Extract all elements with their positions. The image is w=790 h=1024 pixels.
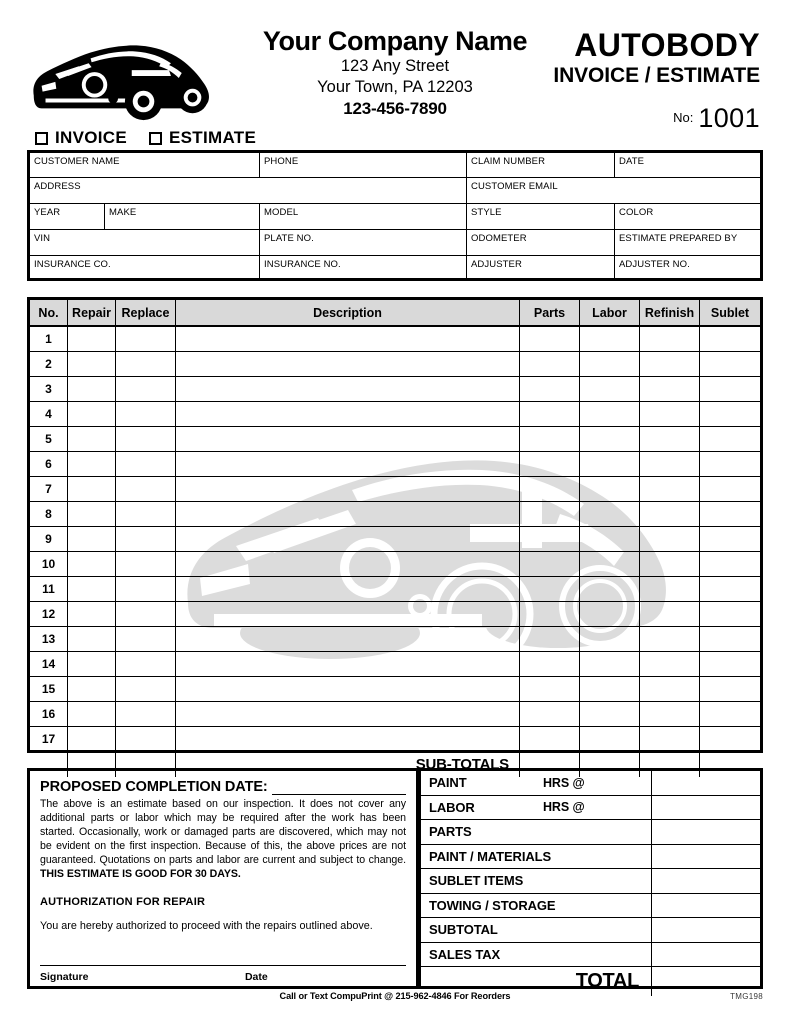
form-code: TMG198 [730, 992, 763, 1001]
cell-sublet[interactable] [700, 577, 760, 601]
cell-repair[interactable] [68, 577, 116, 601]
field-estimate-prepared-by[interactable]: ESTIMATE PREPARED BY [619, 233, 738, 244]
cell-refinish[interactable] [640, 477, 700, 501]
cell-description[interactable] [176, 502, 520, 526]
cell-parts[interactable] [520, 652, 580, 676]
row-number: 17 [30, 727, 68, 751]
document-number-label: No: [673, 110, 694, 126]
cell-parts[interactable] [520, 552, 580, 576]
totals-label-parts: PARTS [421, 820, 652, 844]
cell-labor[interactable] [580, 652, 640, 676]
cell-repair[interactable] [68, 627, 116, 651]
totals-row [421, 894, 760, 919]
table-row [30, 702, 760, 727]
column-header-no: No. [30, 300, 68, 325]
totals-label-towing-storage: TOWING / STORAGE [421, 894, 652, 918]
cell-repair[interactable] [68, 377, 116, 401]
cell-refinish[interactable] [640, 577, 700, 601]
row-number: 1 [30, 327, 68, 351]
totals-value-towing-storage[interactable] [652, 894, 760, 918]
cell-sublet[interactable] [700, 552, 760, 576]
column-header-repair: Repair [68, 300, 116, 325]
cell-refinish[interactable] [640, 727, 700, 751]
field-date[interactable]: DATE [619, 156, 645, 167]
field-customer-name[interactable]: CUSTOMER NAME [30, 153, 260, 178]
cell-sublet[interactable] [700, 377, 760, 401]
cell-sublet[interactable] [700, 502, 760, 526]
document-type-selector [35, 128, 256, 148]
table-row [30, 627, 760, 652]
customer-info-table [27, 150, 763, 281]
hours-rate-label-paint[interactable]: HRS @ [543, 775, 585, 790]
field-color[interactable]: COLOR [619, 207, 654, 218]
table-row [30, 477, 760, 502]
form-footer [27, 991, 763, 1007]
cell-labor[interactable] [580, 352, 640, 376]
cell-replace[interactable] [116, 427, 176, 451]
totals-row [421, 943, 760, 968]
cell-sublet[interactable] [700, 477, 760, 501]
cell-labor[interactable] [580, 402, 640, 426]
cell-sublet[interactable] [700, 602, 760, 626]
table-row [30, 352, 760, 377]
cell-replace[interactable] [116, 652, 176, 676]
cell-repair[interactable] [68, 602, 116, 626]
row-number: 3 [30, 377, 68, 401]
company-info [230, 27, 560, 119]
cell-refinish[interactable] [640, 327, 700, 351]
cell-repair[interactable] [68, 452, 116, 476]
cell-parts[interactable] [520, 452, 580, 476]
cell-refinish[interactable] [640, 502, 700, 526]
field-address[interactable]: ADDRESS [30, 178, 467, 204]
row-number: 13 [30, 627, 68, 651]
table-row [30, 652, 760, 677]
cell-replace[interactable] [116, 352, 176, 376]
cell-replace[interactable] [116, 527, 176, 551]
cell-refinish[interactable] [640, 652, 700, 676]
cell-replace[interactable] [116, 502, 176, 526]
cell-parts[interactable] [520, 477, 580, 501]
cell-replace[interactable] [116, 627, 176, 651]
customer-info-row [30, 178, 760, 204]
row-number: 2 [30, 352, 68, 376]
cell-refinish[interactable] [640, 427, 700, 451]
totals-label-subtotal: SUBTOTAL [421, 918, 652, 942]
table-row [30, 602, 760, 627]
row-number: 4 [30, 402, 68, 426]
cell-repair[interactable] [68, 552, 116, 576]
cell-description[interactable] [176, 352, 520, 376]
field-year[interactable]: YEAR [30, 204, 105, 230]
cell-parts[interactable] [520, 377, 580, 401]
cell-labor[interactable] [580, 627, 640, 651]
field-make[interactable]: MAKE [105, 204, 260, 230]
field-plate-no[interactable]: PLATE NO. [260, 230, 467, 256]
field-odometer[interactable]: ODOMETER [467, 230, 615, 256]
column-header-replace: Replace [116, 300, 176, 325]
field-vin[interactable]: VIN [30, 230, 260, 256]
cell-sublet[interactable] [700, 327, 760, 351]
disclaimer-body: The above is an estimate based on our inspection. It does not cover any additional parts or labor which may be required after the work has been started. Occasionally, work or damaged parts are discovered, which may not be evident on the first inspection. Because of this, the above prices are not guaranteed. Quotations on parts and labor are current and subject to change. [40, 798, 406, 866]
cell-sublet[interactable] [700, 627, 760, 651]
cell-parts[interactable] [520, 577, 580, 601]
cell-parts[interactable] [520, 702, 580, 726]
cell-replace[interactable] [116, 552, 176, 576]
authorization-text: You are hereby authorized to proceed with the repairs outlined above. [40, 919, 373, 932]
estimate-checkbox[interactable] [149, 132, 162, 145]
cell-refinish[interactable] [640, 602, 700, 626]
subtotal-cell-parts[interactable] [520, 752, 580, 777]
cell-description[interactable] [176, 427, 520, 451]
cell-replace[interactable] [116, 452, 176, 476]
estimate-checkbox-group[interactable] [149, 128, 256, 148]
totals-label-sales-tax: SALES TAX [421, 943, 652, 967]
table-row [30, 402, 760, 427]
cell-parts[interactable] [520, 327, 580, 351]
cell-repair[interactable] [68, 652, 116, 676]
document-number [520, 103, 760, 134]
signature-label: Signature [40, 971, 89, 983]
cell-parts[interactable] [520, 502, 580, 526]
cell-repair[interactable] [68, 427, 116, 451]
cell-labor[interactable] [580, 677, 640, 701]
totals-row [421, 820, 760, 845]
cell-description[interactable] [176, 452, 520, 476]
totals-row [421, 796, 760, 821]
row-number: 14 [30, 652, 68, 676]
cell-labor[interactable] [580, 727, 640, 751]
cell-parts[interactable] [520, 727, 580, 751]
column-header-sublet: Sublet [700, 300, 760, 325]
field-style[interactable]: STYLE [467, 204, 615, 230]
cell-refinish[interactable] [640, 377, 700, 401]
proposed-completion-date-input[interactable] [272, 781, 406, 795]
cell-replace[interactable] [116, 602, 176, 626]
cell-parts[interactable] [520, 427, 580, 451]
cell-description[interactable] [176, 377, 520, 401]
totals-value-parts[interactable] [652, 820, 760, 844]
row-number: 10 [30, 552, 68, 576]
table-row [30, 427, 760, 452]
totals-row [421, 869, 760, 894]
cell-description[interactable] [176, 552, 520, 576]
totals-value-subtotal[interactable] [652, 918, 760, 942]
table-row [30, 552, 760, 577]
cell-sublet[interactable] [700, 677, 760, 701]
table-row [30, 527, 760, 552]
subtotal-cell-refinish[interactable] [640, 752, 700, 777]
cell-repair[interactable] [68, 352, 116, 376]
hours-rate-label-labor[interactable]: HRS @ [543, 800, 585, 815]
subtotal-cell-repair [68, 752, 116, 777]
totals-value-paint-materials[interactable] [652, 845, 760, 869]
cell-sublet[interactable] [700, 402, 760, 426]
cell-sublet[interactable] [700, 452, 760, 476]
cell-description[interactable] [176, 627, 520, 651]
cell-parts[interactable] [520, 627, 580, 651]
cell-labor[interactable] [580, 327, 640, 351]
cell-labor[interactable] [580, 427, 640, 451]
column-header-parts: Parts [520, 300, 580, 325]
table-row [30, 677, 760, 702]
cell-description[interactable] [176, 677, 520, 701]
estimate-label: ESTIMATE [169, 128, 257, 147]
customer-info-row [30, 230, 760, 256]
row-number: 15 [30, 677, 68, 701]
cell-description[interactable] [176, 727, 520, 751]
cell-labor[interactable] [580, 452, 640, 476]
totals-value-sublet-items[interactable] [652, 869, 760, 893]
subtotal-cell-sublet[interactable] [700, 752, 760, 777]
proposed-completion-date-label: PROPOSED COMPLETION DATE: [40, 779, 268, 795]
cell-refinish[interactable] [640, 677, 700, 701]
field-adjuster[interactable]: ADJUSTER [467, 256, 615, 281]
invoice-checkbox[interactable] [35, 132, 48, 145]
row-number: 12 [30, 602, 68, 626]
cell-repair[interactable] [68, 677, 116, 701]
estimate-disclaimer [40, 798, 406, 882]
cell-description[interactable] [176, 702, 520, 726]
column-header-labor: Labor [580, 300, 640, 325]
document-number-value: 1001 [698, 103, 760, 134]
cell-parts[interactable] [520, 402, 580, 426]
table-row [30, 727, 760, 752]
row-number: 8 [30, 502, 68, 526]
cell-labor[interactable] [580, 502, 640, 526]
field-customer-email[interactable]: CUSTOMER EMAIL [471, 181, 558, 192]
cell-description[interactable] [176, 327, 520, 351]
row-number: 9 [30, 527, 68, 551]
line-items-header-row [30, 300, 760, 327]
cell-repair[interactable] [68, 327, 116, 351]
cell-refinish[interactable] [640, 452, 700, 476]
cell-repair[interactable] [68, 402, 116, 426]
company-name: Your Company Name [262, 26, 528, 56]
form-header [0, 0, 790, 134]
cell-parts[interactable] [520, 602, 580, 626]
field-insurance-co[interactable]: INSURANCE CO. [30, 256, 260, 281]
document-title-block [520, 29, 760, 134]
totals-row [421, 845, 760, 870]
company-phone: 123-456-7890 [343, 99, 447, 119]
line-items-table [27, 297, 763, 773]
invoice-label: INVOICE [55, 128, 128, 147]
cell-description[interactable] [176, 402, 520, 426]
cell-replace[interactable] [116, 702, 176, 726]
authorization-title: AUTHORIZATION FOR REPAIR [40, 895, 206, 908]
cell-replace[interactable] [116, 477, 176, 501]
row-number: 5 [30, 427, 68, 451]
column-header-refinish: Refinish [640, 300, 700, 325]
totals-label-total: TOTAL [421, 967, 652, 996]
cell-refinish[interactable] [640, 552, 700, 576]
terms-and-authorization-panel [27, 768, 419, 989]
cell-refinish[interactable] [640, 627, 700, 651]
cell-labor[interactable] [580, 377, 640, 401]
cell-refinish[interactable] [640, 402, 700, 426]
totals-label-paint: PAINT HRS @ [421, 771, 652, 795]
customer-info-row [30, 204, 760, 230]
subtotals-label: SUB-TOTALS [176, 752, 520, 777]
cell-replace[interactable] [116, 677, 176, 701]
cell-replace[interactable] [116, 377, 176, 401]
cell-description[interactable] [176, 602, 520, 626]
column-header-description: Description [176, 300, 520, 325]
cell-sublet[interactable] [700, 702, 760, 726]
cell-labor[interactable] [580, 552, 640, 576]
totals-panel [418, 768, 763, 992]
cell-labor[interactable] [580, 702, 640, 726]
signature-line[interactable] [40, 965, 406, 966]
cell-repair[interactable] [68, 727, 116, 751]
cell-repair[interactable] [68, 477, 116, 501]
field-claim-number[interactable]: CLAIM NUMBER [467, 153, 615, 178]
cell-sublet[interactable] [700, 352, 760, 376]
company-address-line2: Your Town, PA 12203 [317, 78, 473, 97]
reorder-notice: Call or Text CompuPrint @ 215-962-4846 For Reorders [279, 991, 511, 1001]
cell-labor[interactable] [580, 477, 640, 501]
cell-labor[interactable] [580, 577, 640, 601]
cell-replace[interactable] [116, 402, 176, 426]
cell-repair[interactable] [68, 702, 116, 726]
field-phone[interactable]: PHONE [260, 153, 467, 178]
cell-repair[interactable] [68, 502, 116, 526]
totals-label-paint-materials: PAINT / MATERIALS [421, 845, 652, 869]
invoice-checkbox-group[interactable] [35, 128, 127, 148]
cell-sublet[interactable] [700, 527, 760, 551]
table-row [30, 502, 760, 527]
field-adjuster-no[interactable]: ADJUSTER NO. [619, 259, 690, 270]
cell-replace[interactable] [116, 327, 176, 351]
cell-parts[interactable] [520, 527, 580, 551]
page-subtitle: INVOICE / ESTIMATE [553, 64, 760, 87]
cell-description[interactable] [176, 527, 520, 551]
disclaimer-emphasis: THIS ESTIMATE IS GOOD FOR 30 DAYS. [40, 867, 241, 880]
table-row [30, 577, 760, 602]
field-model[interactable]: MODEL [260, 204, 467, 230]
cell-refinish[interactable] [640, 352, 700, 376]
table-row [30, 452, 760, 477]
cell-parts[interactable] [520, 352, 580, 376]
signature-date-label: Date [244, 971, 268, 983]
company-address-line1: 123 Any Street [340, 57, 450, 76]
totals-row [421, 918, 760, 943]
subtotal-cell-no [30, 752, 68, 777]
proposed-completion-date [40, 779, 406, 795]
row-number: 7 [30, 477, 68, 501]
subtotals-row [30, 752, 760, 777]
cell-sublet[interactable] [700, 652, 760, 676]
cell-refinish[interactable] [640, 702, 700, 726]
table-row [30, 377, 760, 402]
cell-labor[interactable] [580, 602, 640, 626]
cell-refinish[interactable] [640, 527, 700, 551]
muscle-car-logo-icon [22, 26, 218, 126]
cell-replace[interactable] [116, 577, 176, 601]
signature-row [40, 971, 406, 983]
customer-info-row [30, 153, 760, 178]
cell-sublet[interactable] [700, 427, 760, 451]
cell-parts[interactable] [520, 677, 580, 701]
cell-description[interactable] [176, 652, 520, 676]
subtotal-cell-replace [116, 752, 176, 777]
row-number: 16 [30, 702, 68, 726]
cell-labor[interactable] [580, 527, 640, 551]
table-row [30, 327, 760, 352]
cell-description[interactable] [176, 477, 520, 501]
row-number: 6 [30, 452, 68, 476]
customer-info-row [30, 256, 760, 281]
cell-replace[interactable] [116, 727, 176, 751]
cell-sublet[interactable] [700, 727, 760, 751]
cell-description[interactable] [176, 577, 520, 601]
totals-label-labor: LABOR HRS @ [421, 796, 652, 820]
page-title: AUTOBODY [574, 27, 760, 63]
field-insurance-no[interactable]: INSURANCE NO. [260, 256, 467, 281]
totals-label-sublet-items: SUBLET ITEMS [421, 869, 652, 893]
totals-value-labor[interactable] [652, 796, 760, 820]
totals-value-sales-tax[interactable] [652, 943, 760, 967]
subtotal-cell-labor[interactable] [580, 752, 640, 777]
row-number: 11 [30, 577, 68, 601]
cell-repair[interactable] [68, 527, 116, 551]
